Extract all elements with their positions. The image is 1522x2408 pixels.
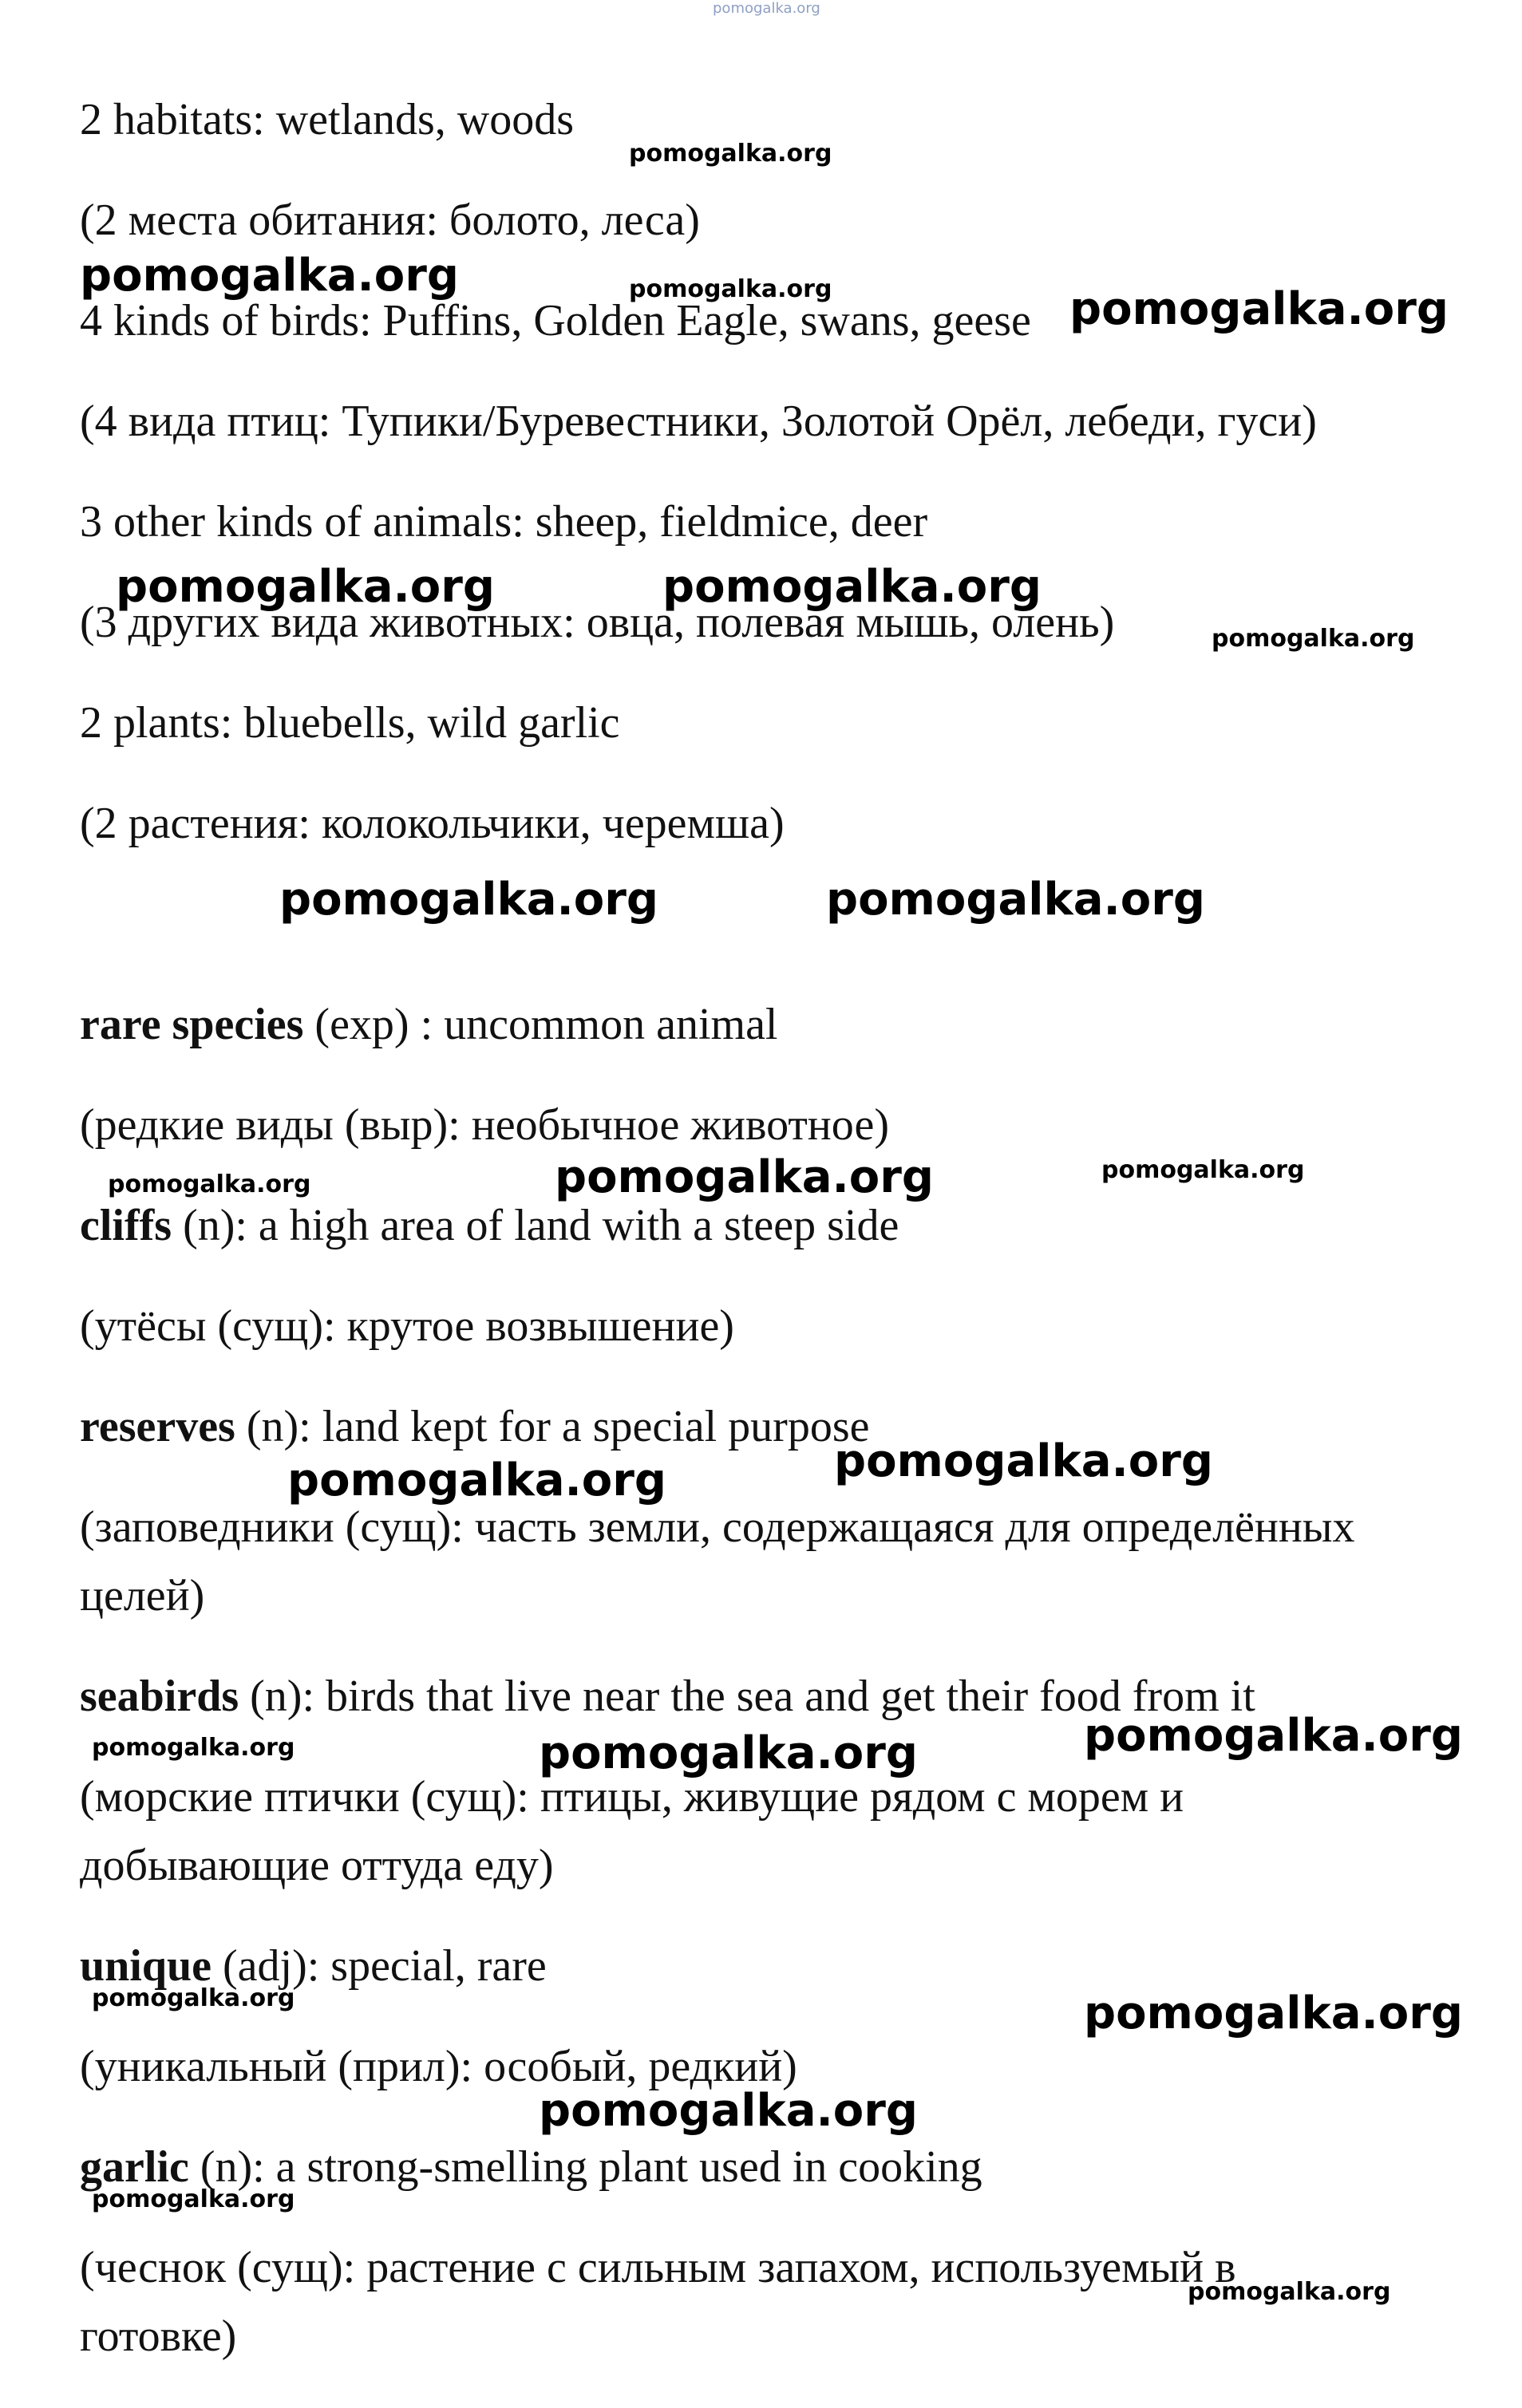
watermark: pomogalka.org xyxy=(279,874,658,926)
reserves-translation-line1: (заповедники (сущ): часть земли, содержащаяся для определённых xyxy=(80,1502,1355,1552)
watermark: pomogalka.org xyxy=(1212,625,1415,653)
term-word: unique xyxy=(80,1941,211,1991)
garlic-translation-line2: готовке) xyxy=(80,2311,237,2361)
seabirds-translation-line2: добывающие оттуда еду) xyxy=(80,1841,554,1890)
watermark: pomogalka.org xyxy=(662,561,1042,613)
top-watermark: pomogalka.org xyxy=(713,0,820,17)
term-word: reserves xyxy=(80,1402,235,1451)
watermark: pomogalka.org xyxy=(629,140,832,168)
habitats-translation: (2 места обитания: болото, леса) xyxy=(80,195,700,245)
term-definition: (n): land kept for a special purpose xyxy=(235,1402,870,1451)
animals-translation: (3 других вида животных: овца, полевая мышь, олень) xyxy=(80,598,1115,647)
watermark: pomogalka.org xyxy=(80,250,459,302)
cliffs-translation: (утёсы (сущ): крутое возвышение) xyxy=(80,1301,734,1351)
plants-line: 2 plants: bluebells, wild garlic xyxy=(80,698,620,748)
watermark: pomogalka.org xyxy=(539,2085,918,2137)
watermark: pomogalka.org xyxy=(555,1151,934,1203)
watermark: pomogalka.org xyxy=(1084,1988,1463,2039)
term-garlic xyxy=(80,2142,982,2192)
rare-species-translation: (редкие виды (выр): необычное животное) xyxy=(80,1100,889,1150)
term-definition: (n): birds that live near the sea and get their food from it xyxy=(239,1672,1255,1721)
birds-translation: (4 вида птиц: Тупики/Буревестники, Золотой Орёл, лебеди, гуси) xyxy=(80,397,1317,446)
watermark: pomogalka.org xyxy=(92,1734,295,1762)
term-word: cliffs xyxy=(80,1201,172,1250)
garlic-translation-line1: (чеснок (сущ): растение с сильным запахом, используемый в xyxy=(80,2243,1236,2292)
animals-line: 3 other kinds of animals: sheep, fieldmice, deer xyxy=(80,497,928,547)
watermark: pomogalka.org xyxy=(1069,283,1449,335)
term-unique xyxy=(80,1941,547,1991)
watermark: pomogalka.org xyxy=(116,561,495,613)
watermark: pomogalka.org xyxy=(1101,1156,1305,1184)
term-word: seabirds xyxy=(80,1672,239,1721)
term-cliffs xyxy=(80,1203,899,1248)
watermark: pomogalka.org xyxy=(1084,1710,1463,1762)
habitats-line: 2 habitats: wetlands, woods xyxy=(80,95,575,144)
reserves-translation-line2: целей) xyxy=(80,1571,205,1620)
term-word: garlic xyxy=(80,2142,189,2192)
birds-line: 4 kinds of birds: Puffins, Golden Eagle, swans, geese xyxy=(80,296,1031,345)
term-rare-species xyxy=(80,1002,778,1047)
watermark: pomogalka.org xyxy=(287,1455,666,1506)
term-definition: (exp) : uncommon animal xyxy=(303,1000,778,1049)
unique-translation: (уникальный (прил): особый, редкий) xyxy=(80,2042,797,2091)
watermark: pomogalka.org xyxy=(108,1170,311,1198)
watermark: pomogalka.org xyxy=(629,275,832,303)
term-seabirds xyxy=(80,1674,1255,1719)
watermark: pomogalka.org xyxy=(826,874,1205,926)
seabirds-translation-line1: (морские птички (сущ): птицы, живущие рядом с морем и xyxy=(80,1772,1184,1822)
term-definition: (adj): special, rare xyxy=(211,1941,547,1991)
watermark: pomogalka.org xyxy=(539,1727,918,1779)
watermark: pomogalka.org xyxy=(1188,2278,1391,2306)
watermark: pomogalka.org xyxy=(92,2185,295,2213)
watermark: pomogalka.org xyxy=(834,1435,1213,1487)
watermark: pomogalka.org xyxy=(92,1984,295,2012)
term-word: rare species xyxy=(80,1000,304,1049)
term-definition: (n): a high area of land with a steep side xyxy=(172,1201,899,1250)
plants-translation: (2 растения: колокольчики, черемша) xyxy=(80,799,785,848)
term-reserves xyxy=(80,1404,869,1449)
term-definition: (n): a strong-smelling plant used in cooking xyxy=(188,2142,982,2192)
